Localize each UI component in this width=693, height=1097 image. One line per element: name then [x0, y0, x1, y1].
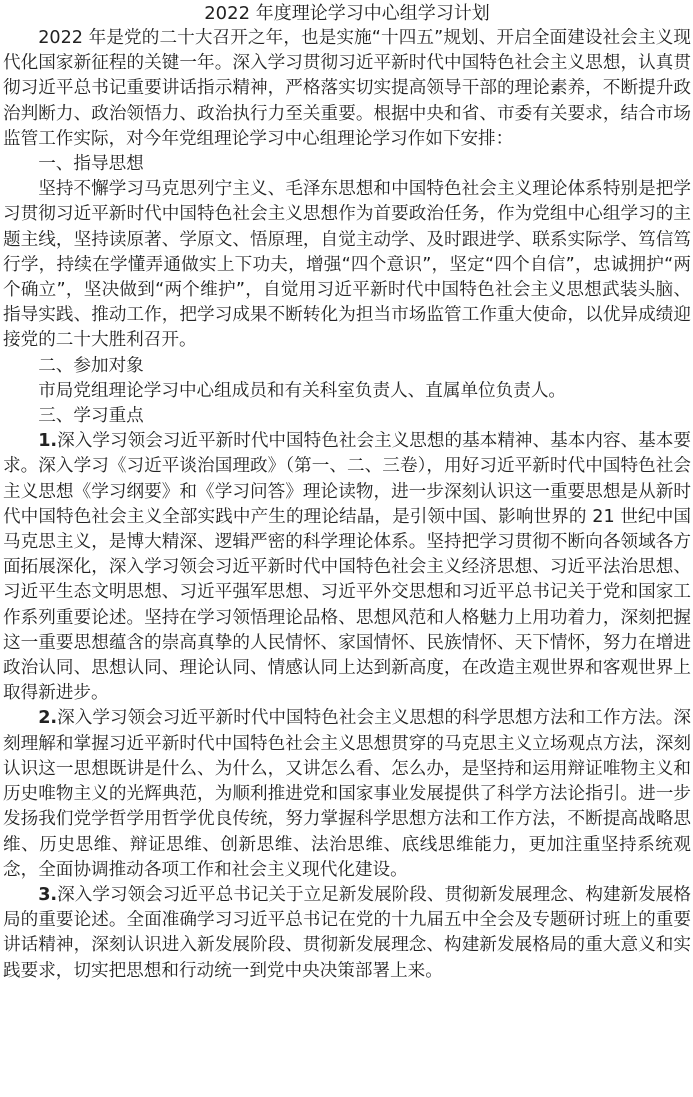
key-point-1-number: 1.: [38, 431, 58, 452]
key-point-2-text: 深入学习领会习近平新时代中国特色社会主义思想的科学思想方法和工作方法。深刻理解和掌握习近平新时代中国特色社会主义思想贯穿的马克思主义立场观点方法，深刻认识这一思想既讲是什么、为什么，又讲怎么看、怎么办，是坚持和运用辩证唯物主义和历史唯物主义的光辉典范，为顺利推进党和国家事业发展提供了科学方法论指引。进一步发扬我们党学哲学用哲学优良传统，努力掌握科学思想方法和工作方法，不断提高战略思维、历史思维、辩证思维、创新思维、法治思维、底线思维能力，更加注重坚持系统观念，全面协调推动各项工作和社会主义现代化建设。: [3, 708, 691, 880]
document-title: 2022 年度理论学习中心组学习计划: [204, 3, 490, 24]
document: [3, 1, 691, 984]
key-point-1-text: 深入学习领会习近平新时代中国特色社会主义思想的基本精神、基本内容、基本要求。深入学习《习近平谈治国理政》（第一、二、三卷），用好习近平新时代中国特色社会主义思想《学习纲要》和《学习问答》理论读物，进一步深刻认识这一重要思想是从新时代中国特色社会主义全部实践中产生的理论结晶，是引领中国、影响世界的 21 世纪中国马克思主义，是博大精深、逻辑严密的科学理论体系。坚持把学习贯彻不断向各领域各方面拓展深化，深入学习领会习近平新时代中国特色社会主义经济思想、习近平法治思想、习近平生态文明思想、习近平强军思想、习近平外交思想和习近平总书记关于党和国家工作系列重要论述。坚持在学习领悟理论品格、思想风范和人格魅力上用功着力，深刻把握这一重要思想蕴含的崇高真挚的人民情怀、家国情怀、民族情怀、天下情怀，努力在增进政治认同、思想认同、理论认同、情感认同上达到新高度，在改造主观世界和客观世界上取得新进步。: [3, 431, 691, 704]
section-heading-guiding-ideology: 一、指导思想: [38, 154, 144, 175]
key-point-3-text: 深入学习领会习近平总书记关于立足新发展阶段、贯彻新发展理念、构建新发展格局的重要论述。全面准确学习习近平总书记在党的十九届五中全会及专题研讨班上的重要讲话精神，深刻认识进入新发展阶段、贯彻新发展理念、构建新发展格局的重大意义和实践要求，切实把思想和行动统一到党中央决策部署上来。: [3, 884, 691, 981]
intro-paragraph: 2022 年是党的二十大召开之年，也是实施“十四五”规划、开启全面建设社会主义现代化国家新征程的关键一年。深入学习贯彻习近平新时代中国特色社会主义思想，认真贯彻习近平总书记重要讲话指示精神，严格落实切实提高领导干部的理论素养，不断提升政治判断力、政治领悟力、政治执行力至关重要。根据中央和省、市委有关要求，结合市场监管工作实际，对今年党组理论学习中心组理论学习作如下安排：: [3, 28, 691, 149]
guiding-ideology-paragraph: 坚持不懈学习马克思列宁主义、毛泽东思想和中国特色社会主义理论体系特别是把学习贯彻习近平新时代中国特色社会主义思想作为首要政治任务，作为党组中心组学习的主题主线，坚持读原著、学原文、悟原理，自觉主动学、及时跟进学、联系实际学、笃信笃行学，持续在学懂弄通做实上下功夫，增强“四个意识”，坚定“四个自信”，忠诚拥护“两个确立”，坚决做到“两个维护”，自觉用习近平新时代中国特色社会主义思想武装头脑、指导实践、推动工作，把学习成果不断转化为担当市场监管工作重大使命，以优异成绩迎接党的二十大胜利召开。: [3, 179, 691, 351]
key-point-3-paragraph: [3, 883, 691, 984]
key-point-3-number: 3.: [38, 884, 58, 905]
key-point-1-paragraph: [3, 429, 691, 706]
section-heading-participants: 二、参加对象: [38, 355, 144, 376]
section-heading-key-points: 三、学习重点: [38, 406, 144, 427]
participants-paragraph: 市局党组理论学习中心组成员和有关科室负责人、直属单位负责人。: [38, 380, 567, 401]
key-point-2-paragraph: [3, 706, 691, 882]
key-point-2-number: 2.: [38, 708, 58, 729]
